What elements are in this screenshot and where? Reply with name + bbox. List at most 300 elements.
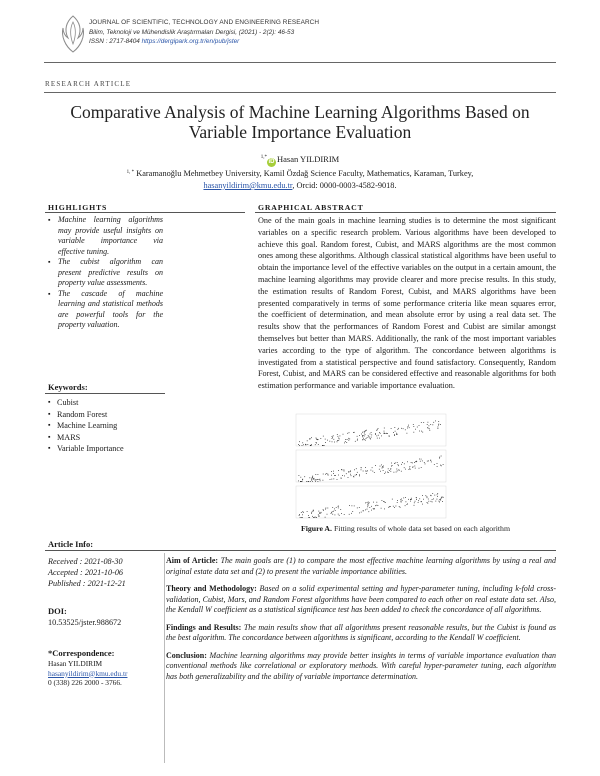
scatter-point	[319, 479, 320, 480]
scatter-point	[410, 499, 411, 500]
scatter-point	[332, 514, 333, 515]
scatter-point	[361, 434, 362, 435]
scatter-point	[368, 435, 369, 436]
scatter-point	[382, 466, 383, 467]
scatter-point	[320, 438, 321, 439]
scatter-point	[440, 465, 441, 466]
scatter-point	[339, 515, 340, 516]
scatter-point	[397, 429, 398, 430]
scatter-point	[350, 474, 351, 475]
findings-text: The main results show that all algorithms present reasonable results, but the Cubist is found as the best algorithm. The concordance between algorithms is significant, according to the Kendall W coefficient.	[166, 622, 556, 642]
scatter-point	[430, 424, 431, 425]
scatter-point	[362, 439, 363, 440]
scatter-point	[312, 481, 313, 482]
keywords-heading: Keywords:	[48, 382, 88, 392]
scatter-point	[369, 502, 370, 503]
scatter-point	[300, 481, 301, 482]
scatter-point	[377, 429, 378, 430]
scatter-point	[344, 514, 345, 515]
scatter-point	[410, 466, 411, 467]
scatter-point	[316, 517, 317, 518]
scatter-point	[439, 502, 440, 503]
scatter-point	[311, 445, 312, 446]
journal-url-link[interactable]: https://dergipark.org.tr/en/pub/jster	[141, 38, 240, 45]
scatter-point	[320, 479, 321, 480]
theory-section	[166, 584, 556, 616]
scatter-point	[414, 505, 415, 506]
scatter-point	[427, 503, 428, 504]
scatter-point	[302, 514, 303, 515]
scatter-point	[344, 471, 345, 472]
scatter-point	[363, 510, 364, 511]
scatter-point	[380, 466, 381, 467]
scatter-point	[365, 430, 366, 431]
scatter-point	[321, 512, 322, 513]
scatter-point	[394, 427, 395, 428]
scatter-point	[333, 435, 334, 436]
scatter-point	[419, 468, 420, 469]
scatter-point	[364, 436, 365, 437]
scatter-point	[346, 473, 347, 474]
scatter-point	[416, 499, 417, 500]
scatter-point	[304, 476, 305, 477]
scatter-point	[413, 467, 414, 468]
scatter-point	[440, 500, 441, 501]
scatter-point	[354, 469, 355, 470]
scatter-point	[374, 509, 375, 510]
scatter-point	[357, 508, 358, 509]
scatter-point	[299, 441, 300, 442]
scatter-point	[369, 436, 370, 437]
scatter-point	[309, 439, 310, 440]
scatter-point	[396, 506, 397, 507]
figure-a-plots	[292, 412, 452, 522]
figure-caption	[255, 524, 556, 533]
scatter-point	[332, 507, 333, 508]
highlight-item: ▪ Machine learning algorithms may provide useful insights on variable importance via effective tuning.	[48, 215, 163, 257]
scatter-point	[427, 427, 428, 428]
scatter-point	[371, 435, 372, 436]
scatter-point	[389, 436, 390, 437]
scatter-point	[386, 433, 387, 434]
scatter-point	[409, 468, 410, 469]
scatter-point	[416, 497, 417, 498]
scatter-point	[354, 506, 355, 507]
scatter-point	[371, 432, 372, 433]
scatter-point	[368, 511, 369, 512]
scatter-point	[322, 445, 323, 446]
scatter-point	[352, 505, 353, 506]
highlights-rule	[45, 212, 245, 213]
scatter-point	[323, 436, 324, 437]
keyword-item: ▪ Cubist	[48, 397, 124, 409]
scatter-point	[315, 480, 316, 481]
scatter-point	[422, 461, 423, 462]
scatter-point	[368, 502, 369, 503]
scatter-point	[367, 502, 368, 503]
scatter-point	[441, 465, 442, 466]
scatter-point	[332, 436, 333, 437]
scatter-point	[325, 517, 326, 518]
scatter-point	[414, 502, 415, 503]
scatter-point	[362, 432, 363, 433]
scatter-point	[316, 443, 317, 444]
scatter-point	[406, 501, 407, 502]
scatter-point	[315, 444, 316, 445]
aim-section	[166, 556, 556, 577]
scatter-point	[417, 427, 418, 428]
scatter-point	[397, 462, 398, 463]
scatter-point	[331, 513, 332, 514]
scatter-point	[364, 431, 365, 432]
scatter-point	[299, 514, 300, 515]
scatter-point	[325, 509, 326, 510]
scatter-point	[427, 496, 428, 497]
scatter-point	[323, 474, 324, 475]
scatter-point	[318, 514, 319, 515]
scatter-point	[319, 513, 320, 514]
scatter-point	[303, 444, 304, 445]
scatter-point	[434, 464, 435, 465]
scatter-point	[349, 439, 350, 440]
scatter-point	[393, 506, 394, 507]
author-email-link[interactable]: hasanyildirim@kmu.edu.tr	[203, 181, 293, 190]
scatter-point	[381, 436, 382, 437]
scatter-point	[359, 513, 360, 514]
scatter-point	[389, 506, 390, 507]
scatter-point	[366, 438, 367, 439]
scatter-point	[300, 477, 301, 478]
scatter-point	[405, 469, 406, 470]
scatter-point	[397, 500, 398, 501]
scatter-point	[363, 438, 364, 439]
scatter-point	[337, 479, 338, 480]
scatter-point	[337, 434, 338, 435]
scatter-point	[319, 516, 320, 517]
scatter-point	[299, 515, 300, 516]
scatter-point	[338, 436, 339, 437]
scatter-point	[384, 431, 385, 432]
scatter-point	[347, 433, 348, 434]
scatter-point	[357, 439, 358, 440]
scatter-point	[381, 465, 382, 466]
scatter-point	[437, 493, 438, 494]
scatter-point	[432, 502, 433, 503]
scatter-point	[388, 468, 389, 469]
scatter-point	[441, 456, 442, 457]
scatter-point	[331, 471, 332, 472]
scatter-point	[410, 469, 411, 470]
scatter-point	[365, 471, 366, 472]
affiliation	[44, 167, 556, 192]
scatter-point	[394, 507, 395, 508]
scatter-point	[348, 472, 349, 473]
scatter-point	[359, 435, 360, 436]
scatter-point	[371, 437, 372, 438]
scatter-point	[399, 470, 400, 471]
correspondence-name: Hasan YILDIRIM	[48, 659, 103, 668]
scatter-point	[427, 502, 428, 503]
scatter-point	[431, 501, 432, 502]
journal-subtitle: Bilim, Teknoloji ve Mühendislik Araştırmaları Dergisi, (2021) - 2(2): 46-53	[89, 28, 295, 36]
scatter-point	[318, 444, 319, 445]
scatter-point	[420, 461, 421, 462]
scatter-point	[301, 512, 302, 513]
scatter-point	[428, 501, 429, 502]
scatter-point	[432, 424, 433, 425]
scatter-point	[302, 480, 303, 481]
scatter-point	[332, 441, 333, 442]
scatter-point	[313, 478, 314, 479]
scatter-panel-frame	[296, 486, 446, 518]
scatter-point	[323, 480, 324, 481]
scatter-point	[381, 508, 382, 509]
scatter-point	[338, 440, 339, 441]
highlights-heading: HIGHLIGHTS	[48, 203, 108, 212]
scatter-point	[383, 467, 384, 468]
scatter-point	[398, 464, 399, 465]
scatter-point	[356, 474, 357, 475]
scatter-point	[369, 507, 370, 508]
correspondence-email-link[interactable]: hasanyildirim@kmu.edu.tr	[48, 668, 128, 678]
scatter-point	[397, 434, 398, 435]
aim-label: Aim of Article:	[166, 556, 219, 565]
scatter-point	[341, 469, 342, 470]
scatter-point	[351, 475, 352, 476]
scatter-point	[344, 470, 345, 471]
scatter-point	[316, 438, 317, 439]
scatter-point	[356, 468, 357, 469]
scatter-point	[416, 461, 417, 462]
scatter-point	[362, 435, 363, 436]
scatter-point	[316, 480, 317, 481]
doi-heading: DOI:	[48, 606, 67, 616]
graphical-abstract-text: One of the main goals in machine learning studies is to determine the most significant variables on a specific research problem. Various algorithms have been developed to achieve this goal. Random forest, Cubist, and MARS algorithms are the most common ones among these algorithms. Although classical statistical algorithms have been useful to obtain the importance level of the effective variables on the output in a certain amount, the machine learning algorithms may provide clearer and more precise results. In this study, the estimation results of Random Forest, Cubist, and MARS algorithms have been presented comparatively in terms of some performance criteria like mean squares error, the coefficient of determination, and mean absolute error by using a real data set. The results show that the performances of Random Forest and Cubist are similar amongst themselves but better than MARS. Additionally, the rank of the most important variables varies according to the type of algorithm. The concordance between algorithms is investigated from a statistical perspective and found satisfactory. Consequently, Random Forest, Cubist, and MARS can be considered effective and reasonable algorithms for both estimation performance and variable importance evaluation.	[258, 216, 556, 391]
scatter-point	[348, 438, 349, 439]
scatter-point	[388, 507, 389, 508]
scatter-point	[442, 501, 443, 502]
scatter-point	[315, 481, 316, 482]
scatter-point	[419, 431, 420, 432]
scatter-point	[408, 425, 409, 426]
scatter-panel-frame	[296, 414, 446, 446]
scatter-point	[348, 471, 349, 472]
scatter-point	[338, 475, 339, 476]
scatter-point	[431, 495, 432, 496]
journal-name: JOURNAL OF SCIENTIFIC, TECHNOLOGY AND ENGINEERING RESEARCH	[89, 19, 320, 26]
author-line	[44, 154, 556, 167]
scatter-point	[332, 437, 333, 438]
highlight-item: ▪ The cubist algorithm can present predictive results on property value assessments.	[48, 257, 163, 289]
scatter-point	[401, 464, 402, 465]
scatter-point	[391, 468, 392, 469]
scatter-point	[427, 461, 428, 462]
scatter-point	[373, 502, 374, 503]
scatter-point	[400, 501, 401, 502]
scatter-point	[375, 434, 376, 435]
scatter-point	[422, 504, 423, 505]
scatter-point	[318, 516, 319, 517]
scatter-point	[421, 422, 422, 423]
affiliation-text: Karamanoğlu Mehmetbey University, Kamil Özdağ Science Faculty, Mathematics, Karaman, Turkey,	[136, 169, 474, 178]
scatter-point	[299, 445, 300, 446]
scatter-point	[300, 517, 301, 518]
scatter-point	[355, 441, 356, 442]
scatter-point	[391, 466, 392, 467]
correspondence-heading: *Correspondence:	[48, 648, 115, 658]
scatter-point	[376, 436, 377, 437]
scatter-point	[372, 471, 373, 472]
published-date: Published : 2021-12-21	[48, 579, 126, 588]
scatter-point	[385, 502, 386, 503]
scatter-point	[348, 477, 349, 478]
scatter-point	[344, 443, 345, 444]
scatter-point	[307, 511, 308, 512]
theory-text: Based on a solid experimental setting and hyper-parameter tuning, including k-fold cross-validation, Cubist, Mars, and Random Forest algorithms have been compared to each other on real estate data set. Also, the Kendall W coefficient as a statistical significance test has been added to check the concordance of all algorithms.	[166, 584, 556, 614]
scatter-point	[397, 502, 398, 503]
scatter-point	[335, 515, 336, 516]
scatter-point	[303, 512, 304, 513]
scatter-point	[408, 426, 409, 427]
scatter-point	[409, 469, 410, 470]
scatter-point	[411, 462, 412, 463]
scatter-point	[414, 466, 415, 467]
scatter-point	[312, 478, 313, 479]
scatter-point	[396, 469, 397, 470]
scatter-point	[423, 422, 424, 423]
scatter-point	[438, 428, 439, 429]
scatter-point	[383, 466, 384, 467]
scatter-point	[428, 422, 429, 423]
scatter-point	[408, 499, 409, 500]
scatter-point	[366, 473, 367, 474]
scatter-point	[357, 436, 358, 437]
scatter-point	[443, 464, 444, 465]
summary-sections	[166, 556, 556, 689]
scatter-point	[382, 500, 383, 501]
scatter-point	[325, 442, 326, 443]
scatter-point	[311, 513, 312, 514]
scatter-point	[387, 433, 388, 434]
scatter-point	[338, 506, 339, 507]
scatter-point	[429, 425, 430, 426]
scatter-point	[399, 506, 400, 507]
scatter-point	[334, 475, 335, 476]
scatter-point	[349, 432, 350, 433]
scatter-point	[407, 461, 408, 462]
scatter-point	[376, 505, 377, 506]
scatter-point	[379, 438, 380, 439]
scatter-point	[428, 461, 429, 462]
scatter-point	[401, 499, 402, 500]
scatter-point	[412, 463, 413, 464]
scatter-point	[311, 480, 312, 481]
orcid-icon[interactable]: iD	[268, 159, 275, 165]
scatter-point	[405, 505, 406, 506]
scatter-point	[400, 499, 401, 500]
scatter-point	[435, 501, 436, 502]
scatter-point	[389, 470, 390, 471]
scatter-point	[367, 509, 368, 510]
scatter-point	[415, 501, 416, 502]
scatter-point	[427, 497, 428, 498]
scatter-point	[349, 505, 350, 506]
scatter-point	[394, 435, 395, 436]
scatter-point	[377, 438, 378, 439]
scatter-point	[313, 510, 314, 511]
scatter-point	[346, 442, 347, 443]
scatter-point	[302, 442, 303, 443]
scatter-point	[403, 498, 404, 499]
author-name: Hasan YILDIRIM	[277, 154, 340, 164]
scatter-panel-frame	[296, 450, 446, 482]
scatter-point	[338, 438, 339, 439]
scatter-point	[374, 472, 375, 473]
scatter-point	[380, 433, 381, 434]
scatter-point	[367, 437, 368, 438]
scatter-point	[390, 506, 391, 507]
scatter-point	[441, 498, 442, 499]
scatter-point	[367, 506, 368, 507]
scatter-point	[361, 469, 362, 470]
scatter-point	[376, 502, 377, 503]
keywords-list	[48, 397, 124, 455]
scatter-point	[423, 499, 424, 500]
scatter-point	[311, 444, 312, 445]
scatter-point	[359, 474, 360, 475]
scatter-point	[395, 431, 396, 432]
scatter-point	[414, 462, 415, 463]
scatter-point	[437, 494, 438, 495]
conclusion-section	[166, 651, 556, 683]
scatter-point	[364, 433, 365, 434]
scatter-point	[359, 476, 360, 477]
scatter-point	[395, 463, 396, 464]
scatter-point	[328, 475, 329, 476]
scatter-point	[365, 503, 366, 504]
scatter-point	[327, 440, 328, 441]
conclusion-label: Conclusion:	[166, 650, 207, 660]
scatter-point	[324, 445, 325, 446]
scatter-point	[402, 462, 403, 463]
scatter-point	[332, 511, 333, 512]
scatter-point	[331, 475, 332, 476]
scatter-point	[308, 517, 309, 518]
scatter-point	[431, 462, 432, 463]
scatter-point	[333, 439, 334, 440]
scatter-point	[330, 479, 331, 480]
scatter-point	[378, 435, 379, 436]
scatter-point	[370, 438, 371, 439]
scatter-point	[404, 463, 405, 464]
scatter-point	[343, 434, 344, 435]
column-divider	[164, 553, 165, 763]
scatter-point	[365, 440, 366, 441]
scatter-point	[393, 432, 394, 433]
scatter-point	[332, 438, 333, 439]
scatter-point	[383, 470, 384, 471]
scatter-point	[378, 505, 379, 506]
scatter-point	[353, 476, 354, 477]
scatter-point	[333, 479, 334, 480]
author-sup: 1,*	[260, 155, 267, 160]
scatter-point	[437, 463, 438, 464]
scatter-point	[333, 471, 334, 472]
scatter-point	[365, 431, 366, 432]
scatter-point	[390, 471, 391, 472]
scatter-point	[415, 429, 416, 430]
scatter-point	[418, 502, 419, 503]
